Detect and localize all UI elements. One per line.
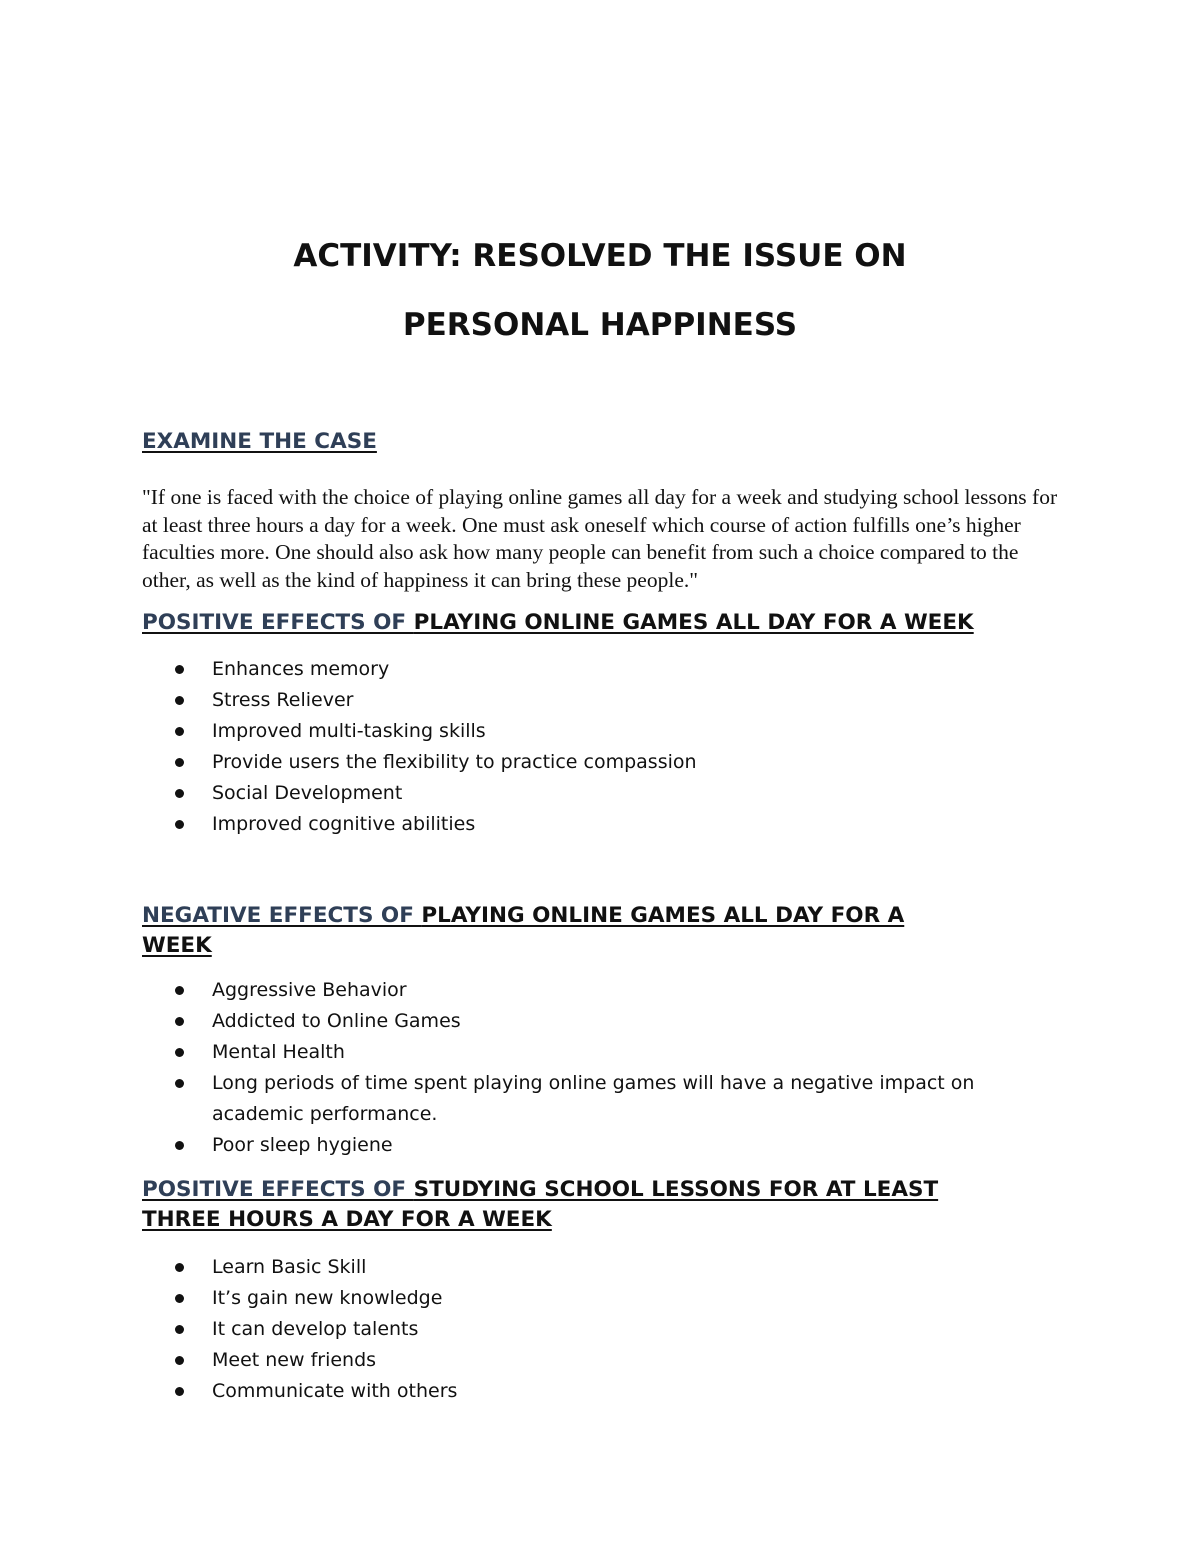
list-item-text: Social Development [212,782,403,804]
list-item [142,1283,1012,1314]
list-item-text: Communicate with others [212,1380,458,1402]
bullet-icon [175,1356,184,1365]
list-item [142,778,1012,809]
list-item [142,975,1012,1006]
bullet-icon [175,1141,184,1150]
list-item [142,716,1012,747]
bullet-icon [175,789,184,798]
list-item-text: Meet new friends [212,1349,377,1371]
list-item [142,1130,1012,1161]
list-item [142,1006,1012,1037]
positive-study-heading [142,1175,938,1235]
negative-games-heading-main-line1: PLAYING ONLINE GAMES ALL DAY FOR A [421,903,905,928]
list-item-text: Addicted to Online Games [212,1010,461,1032]
examine-case-heading-text: EXAMINE THE CASE [142,429,377,454]
list-item-text: Stress Reliever [212,689,354,711]
bullet-icon [175,727,184,736]
list-item [142,1037,1012,1068]
positive-games-list [142,654,1012,840]
bullet-icon [175,758,184,767]
list-item-text: Improved multi-tasking skills [212,720,486,742]
bullet-icon [175,1263,184,1272]
positive-games-heading-main: PLAYING ONLINE GAMES ALL DAY FOR A WEEK [413,610,974,635]
document-title-line-2: PERSONAL HAPPINESS [402,307,798,343]
negative-games-heading [142,901,904,961]
positive-study-list [142,1252,1012,1407]
list-item-text: Aggressive Behavior [212,979,407,1001]
list-item [142,809,1012,840]
positive-study-heading-prefix: POSITIVE EFFECTS OF [142,1177,414,1202]
bullet-icon [175,1017,184,1026]
positive-study-heading-main-line1: STUDYING SCHOOL LESSONS FOR AT LEAST [413,1177,939,1202]
bullet-icon [175,665,184,674]
negative-games-list [142,975,1012,1161]
list-item [142,1314,1012,1345]
bullet-icon [175,1048,184,1057]
positive-games-heading-prefix: POSITIVE EFFECTS OF [142,610,414,635]
list-item [142,654,1012,685]
list-item [142,1345,1012,1376]
positive-games-heading [142,608,974,638]
list-item [142,1376,1012,1407]
list-item [142,1252,1012,1283]
list-item-text: Mental Health [212,1041,345,1063]
bullet-icon [175,986,184,995]
list-item-text: Poor sleep hygiene [212,1134,393,1156]
list-item-text: It’s gain new knowledge [212,1287,443,1309]
positive-study-heading-main-line2: THREE HOURS A DAY FOR A WEEK [142,1207,552,1232]
list-item-text: Enhances memory [212,658,390,680]
list-item-text: Improved cognitive abilities [212,813,476,835]
list-item-text: It can develop talents [212,1318,419,1340]
bullet-icon [175,1387,184,1396]
bullet-icon [175,820,184,829]
negative-games-heading-prefix: NEGATIVE EFFECTS OF [142,903,422,928]
list-item-text: Learn Basic Skill [212,1256,367,1278]
bullet-icon [175,1079,184,1088]
list-item-text: Long periods of time spent playing online games will have a negative impact on academic performance. [212,1072,975,1125]
negative-games-heading-main-line2: WEEK [142,933,212,958]
document-title-line-1: ACTIVITY: RESOLVED THE ISSUE ON [293,238,907,274]
bullet-icon [175,1294,184,1303]
list-item [142,747,1012,778]
case-quote-paragraph: "If one is faced with the choice of playing online games all day for a week and studying school lessons for at least three hours a day for a week. One must ask oneself which course of action fulfills one’s higher faculties more. One should also ask how many people can benefit from such a choice compared to the other, as well as the kind of happiness it can bring these people." [142,485,1058,592]
list-item-text: Provide users the flexibility to practice compassion [212,751,697,773]
bullet-icon [175,1325,184,1334]
list-item [142,1068,1012,1130]
bullet-icon [175,696,184,705]
list-item [142,685,1012,716]
examine-case-heading [142,427,377,457]
